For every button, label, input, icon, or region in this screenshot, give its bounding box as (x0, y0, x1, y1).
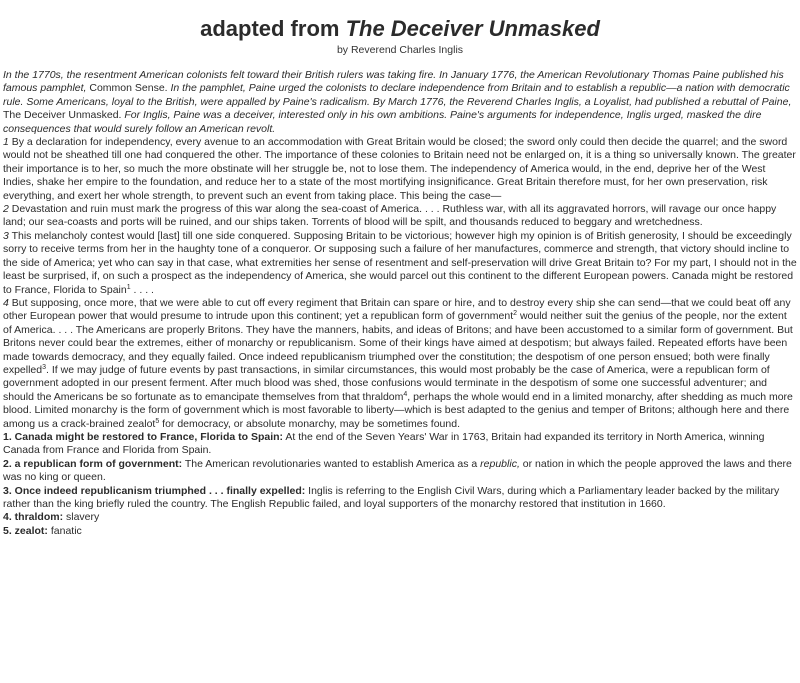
footnote-text-b: or nation in which the people approved the laws and there was no king or queen. (3, 457, 792, 484)
document-page (0, 16, 800, 538)
footnote-text: At the end of the Seven Years' War in 1763, Britain had expanded its territory in North America, winning Canada from France and Florida from Spain. (3, 430, 765, 457)
paragraph-text-d: , perhaps the whole would end in a limited monarchy, after shedding as much more blood. Limited monarchy is the form of government which is most favorable to liberty—which is best adapted to the genius and temper of Britons; although here and there among us a crack-brained zealot (3, 390, 793, 430)
footnote-emphasis: republic, (480, 457, 520, 470)
title-work: The Deceiver Unmasked (345, 16, 600, 41)
footnote-text-a: The American revolutionaries wanted to establish America as a (182, 457, 481, 470)
intro-work-title-2: The Deceiver Unmasked. (3, 109, 122, 122)
intro-paragraph (3, 69, 797, 136)
footnote-term: 4. thraldom: (3, 511, 64, 524)
paragraph-tail: . . . . (130, 283, 154, 296)
paragraph-4 (3, 297, 797, 431)
footnote-term: 2. a republican form of government: (3, 457, 183, 470)
intro-text-3: For Inglis, Paine was a deceiver, interested only in his own ambitions. Paine's arguments for independence, Inglis urged, masked the dire consequences that would surely follow an American revolt. (3, 109, 762, 135)
footnote-5 (3, 525, 797, 538)
intro-text-2: In the pamphlet, Paine urged the colonists to declare independence from Britain and to establish a republic—a nation with democratic rule. Some Americans, loyal to the British, were appalled by Paine's radicalism. By March 1776, the Reverend Charles Inglis, a Loyalist, had published a rebuttal of Paine, (3, 82, 792, 108)
paragraph-number: 3 (3, 229, 9, 242)
footnote-text: slavery (63, 511, 100, 524)
paragraph-text-e: for democracy, or absolute monarchy, may be sometimes found. (159, 417, 460, 430)
footnote-4 (3, 511, 797, 524)
footnote-ref-1: 1 (126, 283, 131, 291)
paragraph-text-b: would neither suit the genius of the people, nor the extent of America. . . . The Americans are properly Britons. They have the manners, habits, and ideas of Britons; and have been accustomed to a similar form of government. But Britons never could bear the extremes, either of monarchy or republicanism. Some of their kings have aimed at despotism; but always failed. Repeated efforts have been made towards democracy, and they equally failed. Once indeed republicanism triumphed over the constitution; the despotism of one person ensued; both were finally expelled (3, 310, 793, 376)
footnote-text: Inglis is referring to the English Civil Wars, during which a Parliamentary leader backed by the military rather than the king briefly ruled the country. The English Republic failed, and loyal supporters of the monarchy restored that institution in 1660. (3, 484, 780, 510)
footnote-term: 1. Canada might be restored to France, Florida to Spain: (3, 430, 284, 443)
footnote-term: 3. Once indeed republicanism triumphed . . . finally expelled: (3, 484, 306, 497)
title-prefix: adapted from (200, 16, 346, 41)
paragraph-text-c: . If we may judge of future events by past transactions, in similar circumstances, this would most probably be the case of America, were a republican form of government adopted in our present ferment. After much blood was shed, those confusions would terminate in the despotism of some one successful adventurer; and should the Americans be so fortunate as to emancipate themselves from that thraldom (3, 363, 770, 403)
intro-work-title-1: Common Sense. (86, 82, 168, 95)
paragraph-text-a: But supposing, once more, that we were able to cut off every regiment that Britain can spare or hire, and to destroy every ship she can send—that we could beat off any other European power that would presume to intrude upon this continent; yet a republican form of government (3, 296, 791, 323)
intro-text-1: In the 1770s, the resentment American colonists felt toward their British rulers was taking fire. In January 1776, the American Revolutionary Thomas Paine published his famous pamphlet, (3, 69, 784, 95)
footnote-1 (3, 431, 797, 458)
footnote-term: 5. zealot: (3, 524, 48, 537)
paragraph-3 (3, 230, 797, 297)
paragraph-1 (3, 136, 797, 203)
footnote-text: fanatic (47, 524, 82, 537)
paragraph-text: By a declaration for independency, every avenue to an accommodation with Great Britain would be closed; the sword only could then decide the quarrel; and the sword would not be sheathed till one had conquered the other. The importance of these colonies to Britain need not be enlarged on, it is a thing so universally known. The greater their importance is to her, so much the more obstinate will her struggle be, not to lose them. The independency of America would, in the end, deprive her of the West Indies, shake her empire to the foundation, and reduce her to a state of the most mortifying insignificance. Great Britain therefore must, for her own preservation, risk everything, and exert her whole strength, to prevent such an event from taking place. This being the case— (3, 136, 796, 202)
footnote-ref-2: 2 (513, 310, 518, 318)
paragraph-number: 1 (3, 136, 9, 149)
paragraph-text: Devastation and ruin must mark the progress of this war along the sea-coast of America. . . . Ruthless war, with all its aggravated horrors, will ravage our once happy land; our sea-coasts and ports will be ruined, and our ships taken. Torrents of blood will be spilt, and thousands reduced to beggary and wretchedness. (3, 203, 777, 229)
byline: by Reverend Charles Inglis (336, 44, 464, 56)
paragraph-text: This melancholy contest would [last] till one side conquered. Supposing Britain to be victorious; however high my opinion is of British generosity, I should be exceedingly sorry to receive terms from her in the haughty tone of a conqueror. Or supposing such a failure of her manufactures, commerce and strength, that victory should incline to the side of America; yet who can say in that case, what extremities her sense of resentment and self-preservation will drive Great Britain to? For my part, I should not in the least be surprised, if, on such a prospect as the independency of America, she would parcel out this continent to the different European powers. Canada might be restored to France, Florida to Spain (3, 229, 797, 296)
footnote-ref-5: 5 (155, 417, 160, 425)
footnote-ref-3: 3 (42, 363, 47, 371)
footnote-3 (3, 485, 797, 512)
paragraph-number: 4 (3, 296, 9, 309)
paragraph-number: 2 (3, 203, 9, 216)
footnote-ref-4: 4 (403, 390, 408, 398)
page-title (3, 16, 797, 42)
paragraph-2 (3, 203, 797, 230)
footnote-2 (3, 458, 797, 485)
